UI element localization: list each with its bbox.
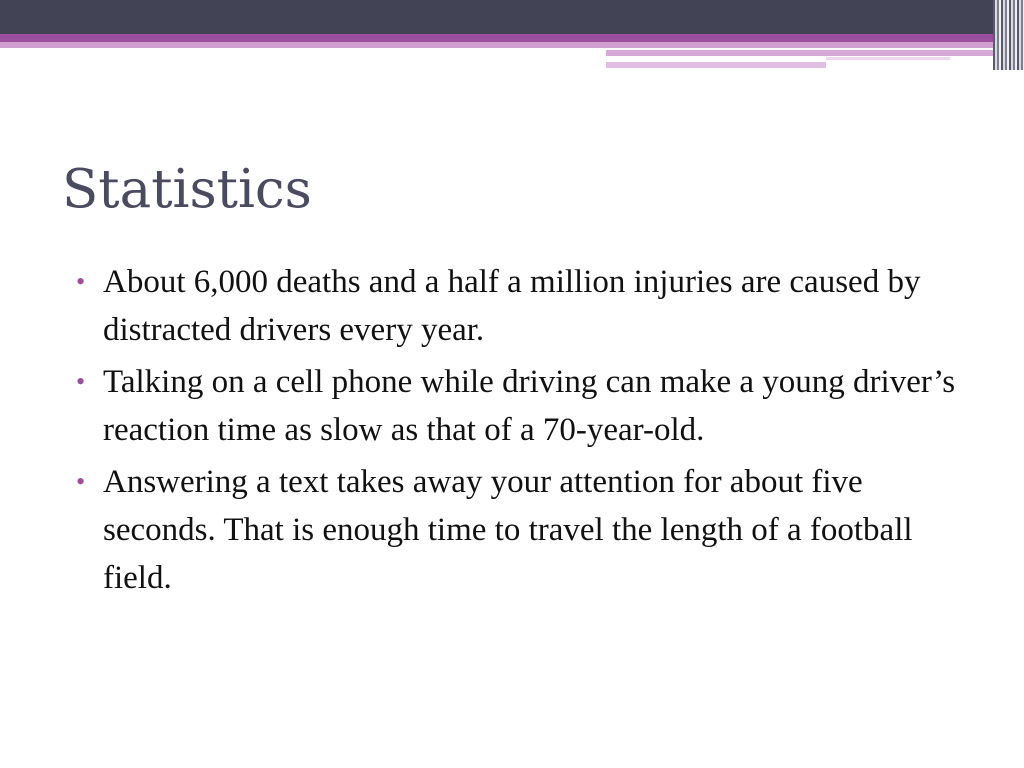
bullet-text: Talking on a cell phone while driving can make a young driver’s reaction time as slow as that of a 70-year-old. [103,364,956,448]
bullet-list [74,258,974,606]
header-stripes-decoration [993,0,1024,70]
header-accent-strip [606,50,1006,56]
bullet-icon: • [76,367,86,396]
bullet-text: About 6,000 deaths and a half a million injuries are caused by distracted drivers every year. [103,264,921,348]
header-accent-strip [826,57,950,60]
bullet-icon: • [76,267,86,296]
header-accent-strip [606,62,826,68]
header-band-purple [0,34,1024,42]
bullet-item [74,358,974,454]
bullet-text: Answering a text takes away your attention for about five seconds. That is enough time to travel the length of a football field. [103,464,913,596]
header-band-dark [0,0,1024,34]
bullet-item [74,258,974,354]
header-band-light [0,42,1024,48]
bullet-icon: • [76,467,86,496]
bullet-item [74,458,974,602]
slide-title: Statistics [62,159,312,220]
